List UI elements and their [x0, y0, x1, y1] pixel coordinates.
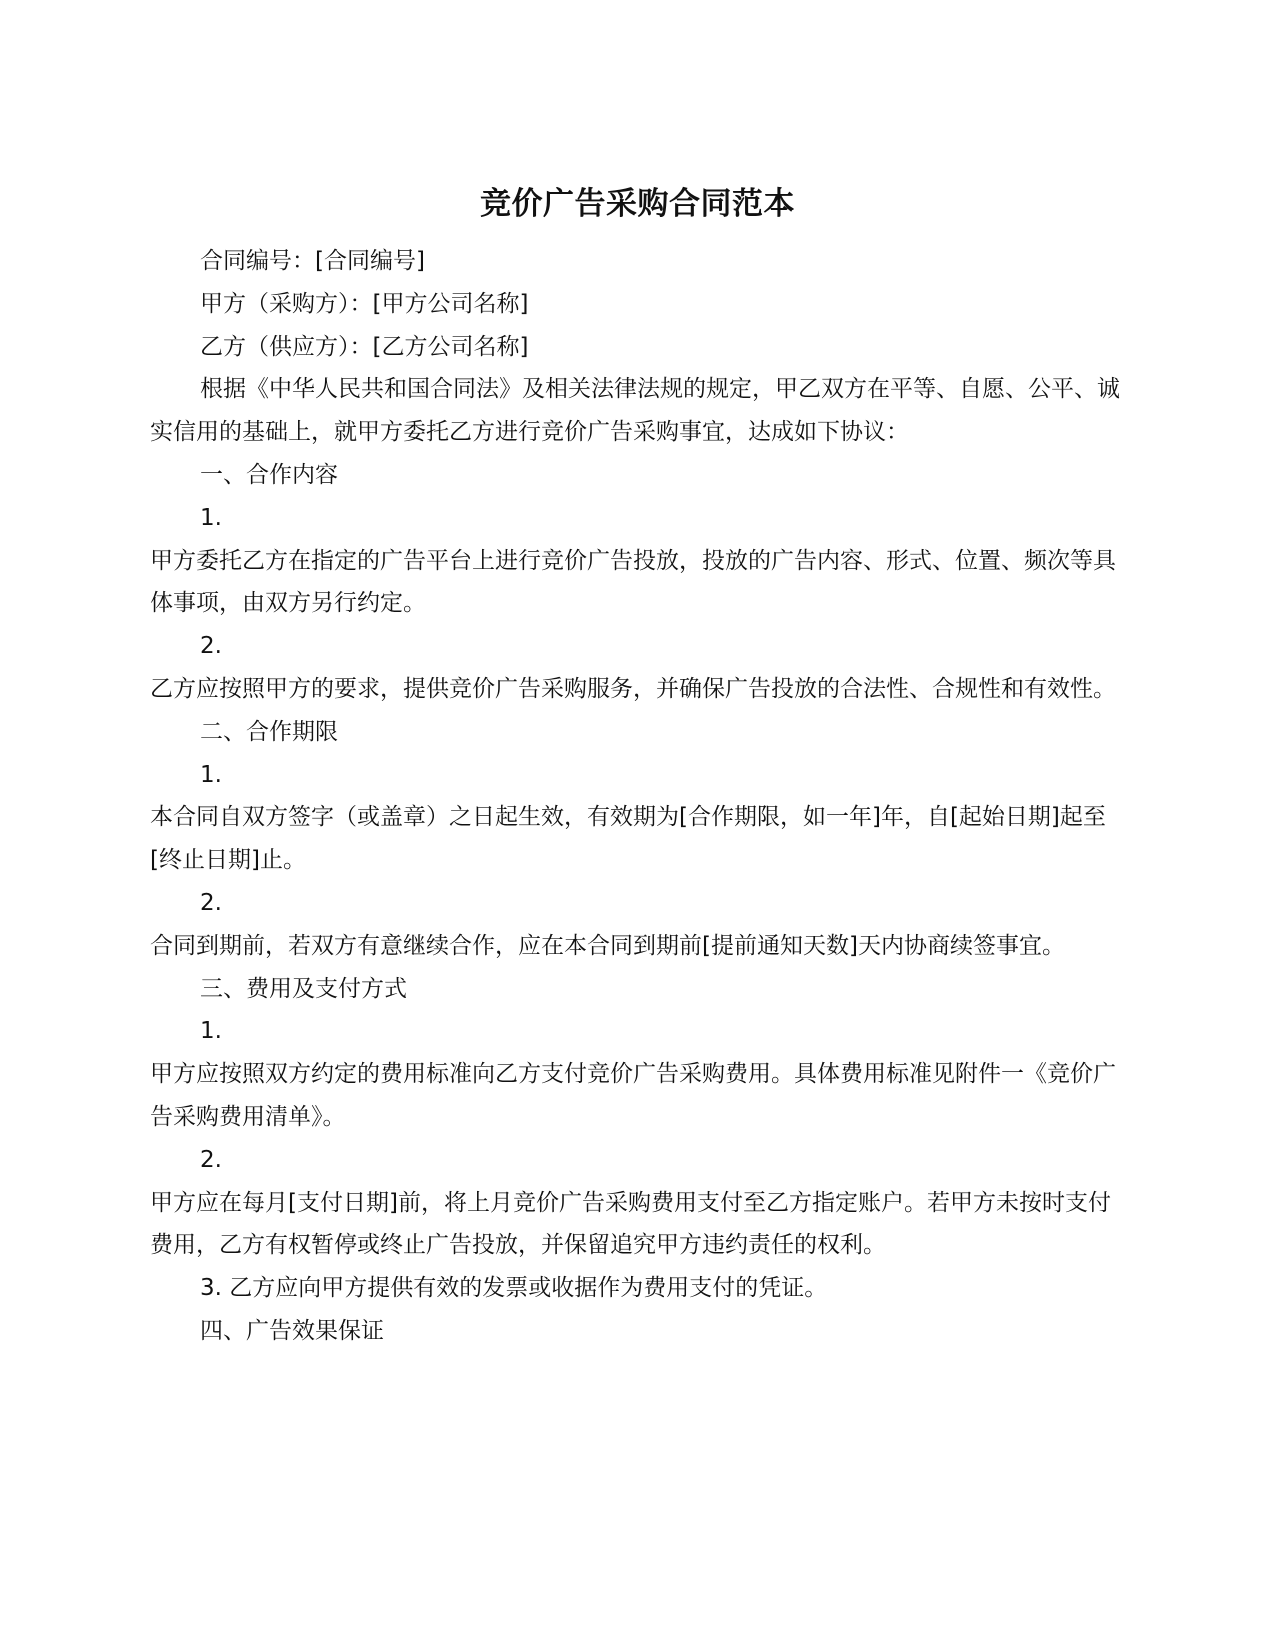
section-heading-ad-effect-guarantee: 四、广告效果保证 [200, 1317, 384, 1344]
preamble-paragraph: 根据《中华人民共和国合同法》及相关法律法规的规定，甲乙双方在平等、自愿、公平、诚实信用的基础上，就甲方委托乙方进行竞价广告采购事宜，达成如下协议： [150, 376, 1120, 446]
clause-paragraph: 甲方委托乙方在指定的广告平台上进行竞价广告投放，投放的广告内容、形式、位置、频次等具体事项，由双方另行约定。 [150, 547, 1116, 617]
contract-number: 合同编号：[合同编号] [200, 248, 425, 274]
item-number: 2. [200, 1146, 222, 1173]
section-heading-fees-payment: 三、费用及支付方式 [200, 975, 407, 1002]
section-heading-cooperation-content: 一、合作内容 [200, 461, 338, 488]
clause-paragraph: 甲方应在每月[支付日期]前，将上月竞价广告采购费用支付至乙方指定账户。若甲方未按时支付费用，乙方有权暂停或终止广告投放，并保留追究甲方违约责任的权利。 [150, 1189, 1111, 1259]
item-number: 2. [200, 889, 222, 916]
item-number: 1. [200, 504, 222, 531]
clause-paragraph: 本合同自双方签字（或盖章）之日起生效，有效期为[合作期限，如一年]年，自[起始日期]起至[终止日期]止。 [150, 804, 1106, 874]
clause-paragraph: 3. 乙方应向甲方提供有效的发票或收据作为费用支付的凭证。 [200, 1275, 828, 1302]
item-number: 1. [200, 1018, 222, 1045]
item-number: 1. [200, 761, 222, 788]
section-heading-cooperation-term: 二、合作期限 [200, 718, 338, 745]
document-body [150, 240, 1130, 1353]
party-a: 甲方（采购方）：[甲方公司名称] [200, 290, 529, 317]
document-title: 竞价广告采购合同范本 [480, 186, 795, 222]
party-b: 乙方（供应方）：[乙方公司名称] [200, 333, 529, 360]
clause-paragraph: 乙方应按照甲方的要求，提供竞价广告采购服务，并确保广告投放的合法性、合规性和有效性。 [150, 675, 1116, 702]
clause-paragraph: 合同到期前，若双方有意继续合作，应在本合同到期前[提前通知天数]天内协商续签事宜。 [150, 932, 1065, 959]
item-number: 2. [200, 633, 222, 660]
clause-paragraph: 甲方应按照双方约定的费用标准向乙方支付竞价广告采购费用。具体费用标准见附件一《竞价广告采购费用清单》。 [150, 1061, 1116, 1130]
